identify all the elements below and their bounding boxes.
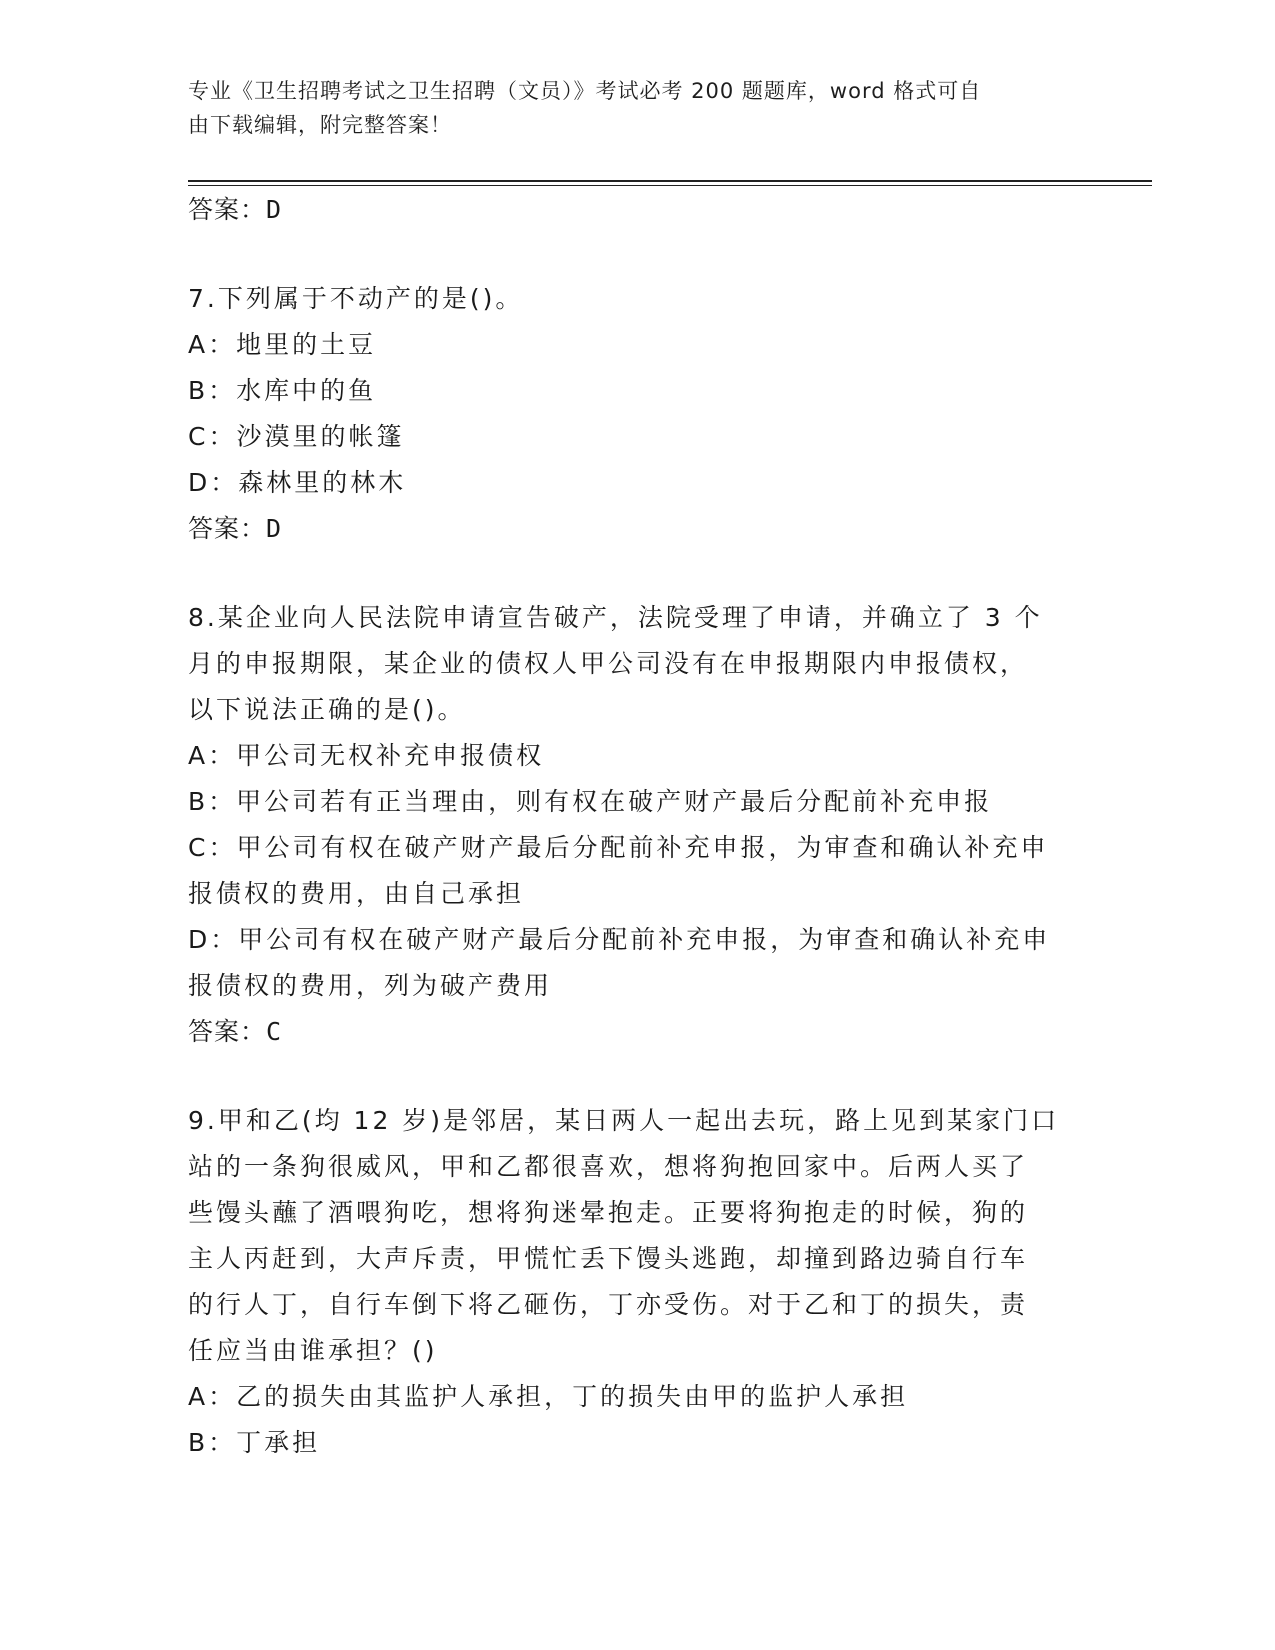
question-stem-line: 任应当由谁承担？() — [188, 1336, 438, 1365]
answer-value: C — [266, 1017, 283, 1046]
question-stem-line: 些馒头蘸了酒喂狗吃，想将狗迷晕抱走。正要将狗抱走的时候，狗的 — [188, 1198, 1029, 1227]
option-d: D：甲公司有权在破产财产最后分配前补充申报，为审查和确认补充申 — [188, 925, 1051, 954]
option-b: B：水库中的鱼 — [188, 376, 377, 405]
question-stem-line: 8.某企业向人民法院申请宣告破产，法院受理了申请，并确立了 3 个 — [188, 603, 1043, 632]
option-d-continued: 报债权的费用，列为破产费用 — [188, 971, 553, 1000]
question-stem-line: 主人丙赶到，大声斥责，甲慌忙丢下馒头逃跑，却撞到路边骑自行车 — [188, 1244, 1029, 1273]
answer-label: 答案： — [188, 514, 267, 543]
question-8 — [188, 595, 1088, 1055]
option-c: C：沙漠里的帐篷 — [188, 422, 405, 451]
question-stem-line: 以下说法正确的是()。 — [188, 695, 466, 724]
header-divider-thick — [188, 180, 1152, 182]
header-line-2: 由下载编辑，附完整答案！ — [188, 113, 452, 137]
previous-answer — [188, 187, 1088, 233]
question-7-answer — [188, 506, 1088, 552]
option-c-continued: 报债权的费用，由自己承担 — [188, 879, 525, 908]
question-stem-line: 月的申报期限，某企业的债权人甲公司没有在申报期限内申报债权， — [188, 649, 1029, 678]
document-header — [188, 74, 1068, 142]
option-d: D：森林里的林木 — [188, 468, 407, 497]
answer-label: 答案： — [188, 195, 267, 224]
option-b: B：甲公司若有正当理由，则有权在破产财产最后分配前补充申报 — [188, 787, 993, 816]
question-content — [188, 187, 1088, 1466]
question-7 — [188, 276, 1088, 552]
option-a: A：乙的损失由其监护人承担，丁的损失由甲的监护人承担 — [188, 1382, 909, 1411]
question-9 — [188, 1098, 1088, 1466]
answer-value: D — [266, 514, 283, 543]
option-c: C：甲公司有权在破产财产最后分配前补充申报，为审查和确认补充申 — [188, 833, 1049, 862]
question-stem-line: 9.甲和乙(均 12 岁)是邻居，某日两人一起出去玩，路上见到某家门口 — [188, 1106, 1060, 1135]
question-stem-line: 站的一条狗很威风，甲和乙都很喜欢，想将狗抱回家中。后两人买了 — [188, 1152, 1029, 1181]
answer-value: D — [266, 195, 283, 224]
question-stem-line: 的行人丁，自行车倒下将乙砸伤，丁亦受伤。对于乙和丁的损失，责 — [188, 1290, 1029, 1319]
option-a: A：甲公司无权补充申报债权 — [188, 741, 545, 770]
header-divider-thin — [188, 185, 1152, 186]
question-stem-line: 7.下列属于不动产的是()。 — [188, 284, 524, 313]
header-line-1: 专业《卫生招聘考试之卫生招聘（文员）》考试必考 200 题题库，word 格式可自 — [188, 79, 982, 103]
question-8-answer — [188, 1009, 1088, 1055]
option-a: A：地里的土豆 — [188, 330, 377, 359]
answer-label: 答案： — [188, 1017, 267, 1046]
option-b: B：丁承担 — [188, 1428, 321, 1457]
